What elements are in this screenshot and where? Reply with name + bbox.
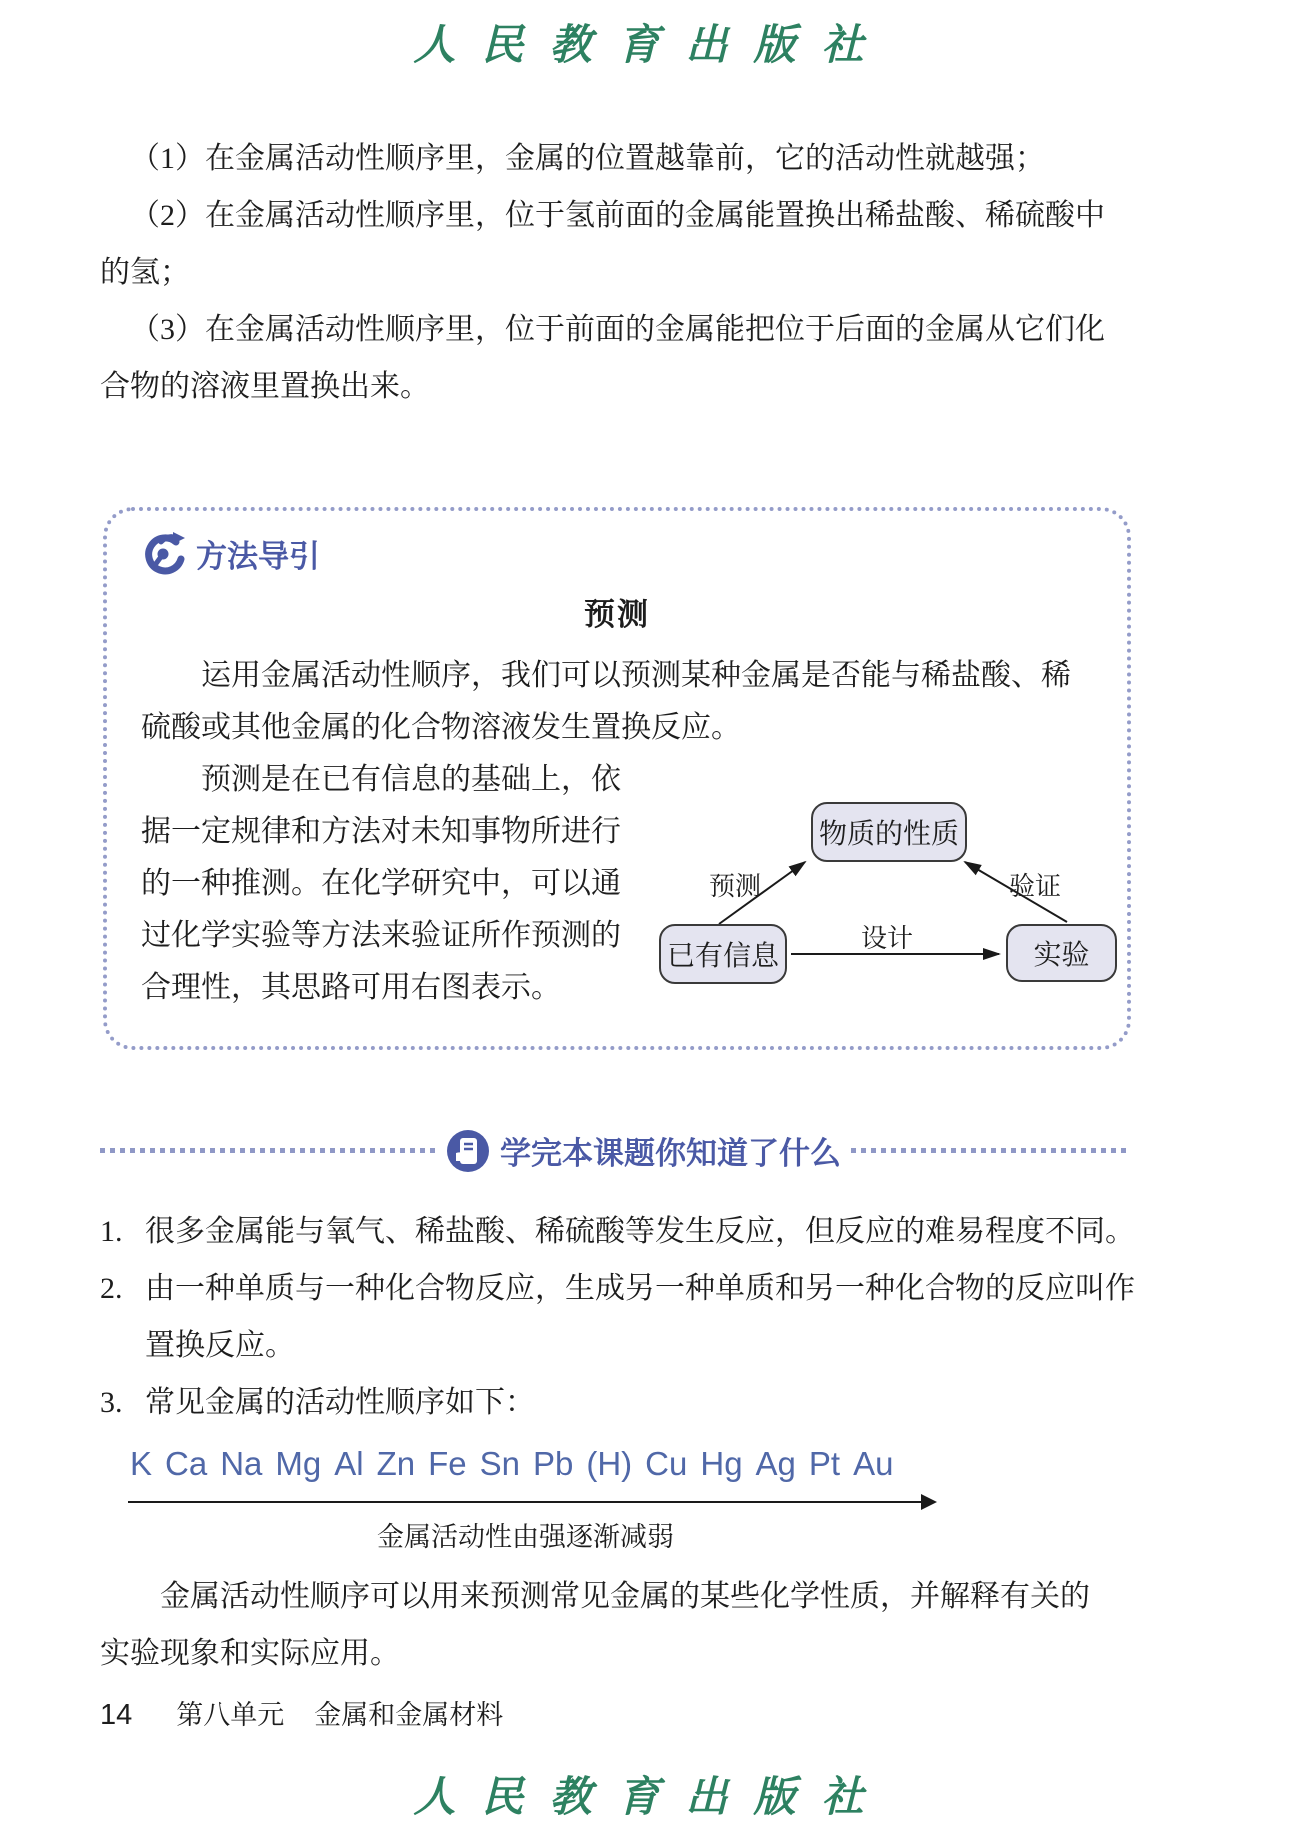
diagram-edge-label-verify: 验证	[1009, 872, 1062, 901]
metal-symbol: K	[130, 1445, 153, 1482]
metal-symbol: Au	[853, 1445, 894, 1482]
summary-item-text: 由一种单质与一种化合物反应，生成另一种单质和另一种化合物的反应叫作置换反应。	[145, 1272, 1135, 1362]
activity-series-caption: 金属活动性由强逐渐减弱	[377, 1522, 674, 1552]
metal-symbol: Al	[334, 1445, 364, 1482]
page-footer	[100, 1693, 503, 1732]
circular-arrows-icon	[141, 530, 187, 576]
method-guide-box	[103, 507, 1131, 1050]
summary-item-number: 3.	[100, 1386, 123, 1419]
metal-symbol: Pt	[808, 1445, 841, 1482]
prediction-flow-diagram	[647, 796, 1133, 1012]
metal-symbol: Sn	[479, 1445, 520, 1482]
summary-item-text: 常见金属的活动性顺序如下：	[145, 1386, 535, 1419]
page-number: 14	[100, 1699, 133, 1731]
intro-point-3: （3）在金属活动性顺序里，位于前面的金属能把位于后面的金属从它们化合物的溶液里置换出来。	[100, 313, 1105, 403]
hydrogen-reference: (H)	[586, 1445, 633, 1482]
book-page-icon	[446, 1129, 490, 1173]
summary-item-text: 很多金属能与氧气、稀盐酸、稀硫酸等发生反应，但反应的难易程度不同。	[145, 1215, 1135, 1248]
summary-section-divider	[100, 1128, 1130, 1173]
page-content	[100, 130, 1160, 1682]
activity-series-arrow	[128, 1501, 923, 1503]
metal-symbol: Fe	[428, 1445, 467, 1482]
method-box-title: 预测	[584, 597, 650, 632]
diagram-edge-label-design: 设计	[861, 924, 914, 953]
metal-symbol: Pb	[532, 1445, 574, 1482]
arrowhead	[921, 1494, 937, 1510]
method-box-paragraph-2: 预测是在已有信息的基础上，依据一定规律和方法对未知事物所进行的一种推测。在化学研究中，可以通过化学实验等方法来验证所作预测的合理性，其思路可用右图表示。	[141, 763, 621, 1004]
summary-item-number: 2.	[100, 1272, 123, 1305]
metal-activity-series	[130, 1445, 1160, 1483]
summary-item-2	[100, 1260, 1160, 1374]
method-guide-header	[141, 527, 1093, 579]
metal-symbol: Ag	[755, 1445, 796, 1482]
diagram-node-experiment: 实验	[1006, 924, 1117, 982]
unit-title: 金属和金属材料	[314, 1700, 504, 1730]
metal-symbol: Hg	[700, 1445, 743, 1482]
summary-list	[100, 1203, 1160, 1431]
diagram-edge-label-predict: 预测	[709, 872, 762, 901]
metal-symbol: Zn	[376, 1445, 416, 1482]
intro-point-1: （1）在金属活动性顺序里，金属的位置越靠前，它的活动性就越强；	[130, 142, 1045, 175]
diagram-node-substance-properties: 物质的性质	[811, 802, 967, 862]
publisher-logo-top: 人民教育出版社	[413, 20, 890, 69]
divider-dots-right	[851, 1148, 1130, 1153]
diagram-node-known-information: 已有信息	[659, 924, 787, 984]
method-box-paragraph-1: 运用金属活动性顺序，我们可以预测某种金属是否能与稀盐酸、稀硫酸或其他金属的化合物溶液发生置换反应。	[141, 659, 1071, 744]
metal-symbol: Na	[220, 1445, 263, 1482]
divider-dots-left	[100, 1148, 436, 1153]
closing-paragraph: 金属活动性顺序可以用来预测常见金属的某些化学性质，并解释有关的实验现象和实际应用。	[100, 1580, 1090, 1670]
metal-symbol: Ca	[165, 1445, 208, 1482]
summary-heading: 学完本课题你知道了什么	[500, 1136, 841, 1171]
method-guide-label: 方法导引	[196, 538, 320, 574]
summary-item-1	[100, 1203, 1160, 1260]
summary-item-3	[100, 1374, 1160, 1431]
intro-point-2: （2）在金属活动性顺序里，位于氢前面的金属能置换出稀盐酸、稀硫酸中的氢；	[100, 199, 1105, 289]
summary-item-number: 1.	[100, 1215, 123, 1248]
metal-symbol: Mg	[275, 1445, 322, 1482]
unit-label: 第八单元	[176, 1700, 285, 1730]
publisher-logo-bottom: 人民教育出版社	[413, 1772, 890, 1821]
metal-symbol: Cu	[645, 1445, 688, 1482]
